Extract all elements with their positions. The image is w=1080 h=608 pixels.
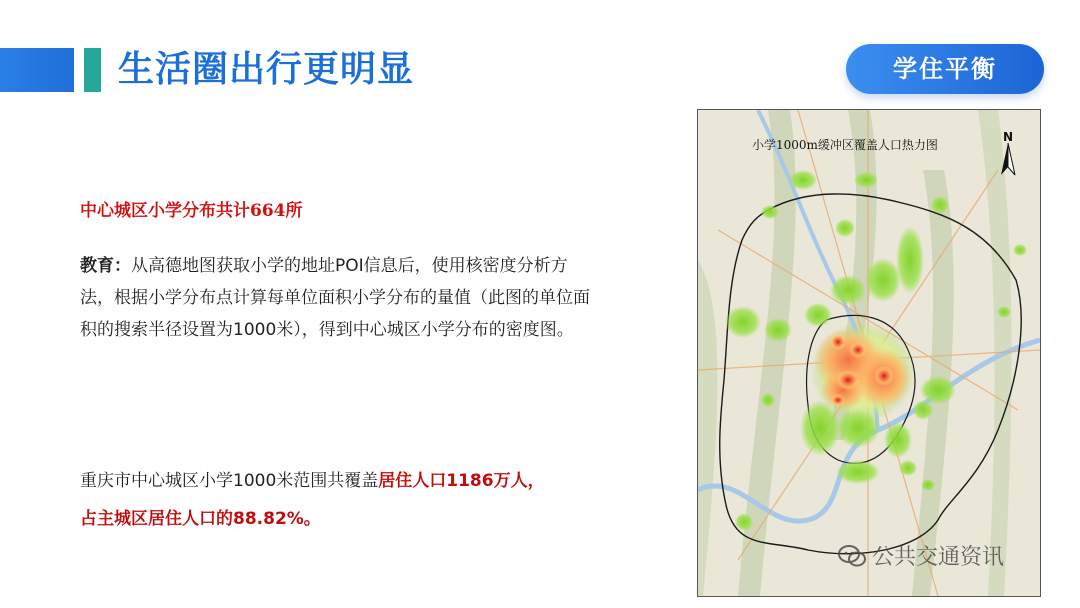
north-label: N: [1002, 130, 1014, 144]
heatmap-figure: [697, 109, 1041, 597]
heatmap-map: [698, 110, 1040, 596]
summary-highlight-population: 居住人口1186万人，: [378, 471, 545, 491]
education-text: 从高德地图获取小学的地址POI信息后，使用核密度分析方法，根据小学分布点计算每单位面积小学分布的量值（此图的单位面积的搜索半径设置为1000米），得到中心城区小学分布的密度图。: [80, 256, 590, 340]
summary-highlight-ratio: 占主城区居住人口的88.82%。: [80, 509, 321, 529]
summary-plain-text: 重庆市中心城区小学1000米范围共覆盖: [80, 471, 379, 491]
watermark-text: 公共交通资讯: [872, 545, 1005, 570]
wechat-icon: [838, 544, 866, 568]
education-label: 教育：: [80, 256, 131, 276]
north-arrow: [997, 130, 1019, 176]
heat-high-density: [811, 322, 915, 422]
section-tag-badge: 学住平衡: [846, 44, 1044, 94]
map-title: 小学1000m缓冲区覆盖人口热力图: [752, 138, 938, 152]
education-paragraph: [80, 250, 600, 346]
watermark: [838, 540, 1004, 571]
coverage-summary: [80, 462, 620, 538]
north-arrow-icon: [997, 143, 1019, 177]
page-title: 生活圈出行更明显: [118, 49, 415, 90]
header-accent-bar: [0, 48, 74, 92]
header-accent-stripe: [84, 48, 101, 92]
headline: 中心城区小学分布共计664所: [80, 201, 303, 221]
